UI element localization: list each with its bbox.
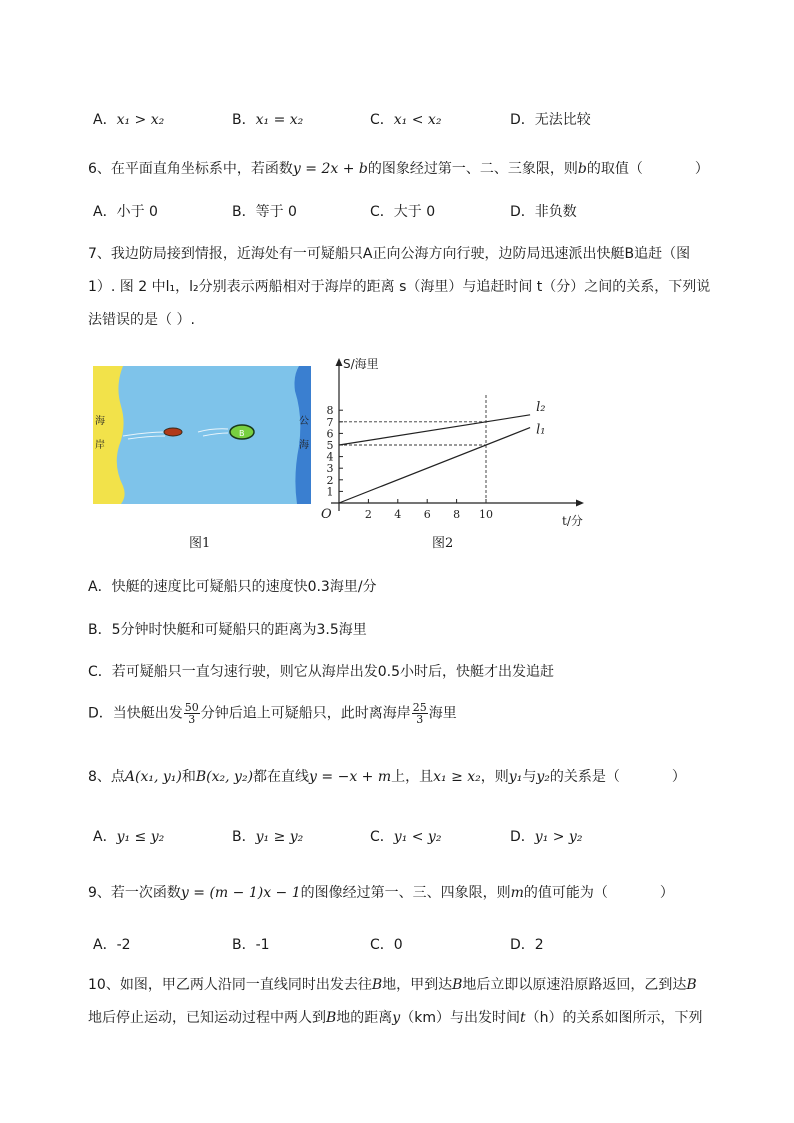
coast-label-1: 海	[95, 416, 105, 427]
q10-math: B	[686, 977, 697, 993]
option-math: y₁ ≤ y₂	[116, 829, 165, 845]
fraction-25-3	[412, 702, 428, 725]
q8-text: 都在直线	[253, 769, 310, 785]
figure-2-caption: 图2	[432, 536, 454, 551]
option-label: C．	[370, 112, 394, 128]
y-tick-label: 7	[326, 415, 334, 429]
q8-math: B(x₂, y₂)	[195, 769, 254, 785]
q9-text: ）	[659, 885, 674, 901]
y-tick-label: 1	[326, 485, 334, 499]
q6-text: 的图象经过第一、二、三象限，则	[367, 161, 578, 177]
q8-text: 8、点	[88, 769, 125, 785]
q7-option-c: C．若可疑船只一直匀速行驶，则它从海岸出发0.5小时后，快艇才出发追赶	[88, 664, 555, 680]
q8-math: x₁ ≥ x₂	[433, 769, 481, 785]
series-line-l1	[339, 428, 530, 503]
option-label: C．	[370, 829, 394, 845]
option-label: B．	[232, 112, 256, 128]
x-tick-label: 8	[453, 508, 461, 521]
x-axis-label: t/分	[562, 514, 583, 528]
series-line-l2	[339, 415, 530, 445]
q10-math: B	[326, 1010, 337, 1026]
x-tick-label: 4	[394, 508, 402, 521]
x-axis-arrow	[576, 500, 584, 507]
q7-line-1: 7、我边防局接到情报，近海处有一可疑船只A正向公海方向行驶，边防局迅速派出快艇B追赶（图	[88, 246, 691, 262]
q10-math: y	[392, 1010, 401, 1026]
option-math: y₁ > y₂	[534, 829, 583, 845]
q8-stem	[88, 766, 686, 786]
q10-text: 地后停止运动，已知运动过程中两人到	[88, 1010, 326, 1026]
y-tick-label: 5	[326, 439, 334, 452]
option-label: B．	[232, 829, 256, 845]
q9-text: 的值可能为（	[523, 885, 608, 901]
boat-a-mark: B	[239, 429, 245, 438]
q5-option-d	[510, 109, 591, 129]
q5-option-c	[370, 109, 441, 129]
q10-text: 地后立即以原速沿原路返回，乙到达	[462, 977, 687, 993]
q9-stem	[88, 882, 674, 902]
q10-text: （km）与出发时间	[400, 1010, 520, 1026]
option-math: x₁ < x₂	[393, 112, 442, 128]
q8-text: 与	[522, 769, 537, 785]
q5-option-a	[93, 109, 164, 129]
q7-d-text: 分钟后追上可疑船只，此时离海岸	[200, 705, 411, 722]
y-tick-label: 8	[326, 404, 334, 418]
boat-b-icon	[164, 428, 182, 436]
fraction-denominator: 3	[188, 713, 196, 726]
q10-line-2	[88, 1007, 702, 1027]
option-math: y₁ < y₂	[393, 829, 442, 845]
x-tick-label: 10	[479, 508, 493, 521]
q7-line-3: 法错误的是（ ）.	[88, 312, 195, 328]
q10-math: B	[452, 977, 463, 993]
q7-d-text: 海里	[428, 705, 457, 722]
option-label: D．	[510, 112, 535, 128]
q10-text: 地，甲到达	[382, 977, 453, 993]
q6-text: 6、在平面直角坐标系中，若函数	[88, 161, 293, 177]
fraction-numerator: 25	[412, 701, 427, 714]
option-math: x₁ = x₂	[255, 112, 304, 128]
fraction-denominator: 3	[416, 713, 424, 726]
q10-text: 地的距离	[336, 1010, 393, 1026]
figure-1-sea-map	[93, 366, 311, 504]
open-sea-label-1: 公	[299, 416, 309, 427]
q8-option-c	[370, 826, 441, 846]
q9-option-b: B．-1	[232, 937, 270, 953]
q6-math: y = 2x + b	[292, 161, 368, 177]
q9-option-a: A．-2	[93, 937, 131, 953]
y-axis-label: S/海里	[343, 357, 379, 371]
q9-option-d: D．2	[510, 937, 544, 953]
q7-option-b: B．5分钟时快艇和可疑船只的距离为3.5海里	[88, 622, 367, 638]
q9-text: 9、若一次函数	[88, 885, 181, 901]
origin-label: O	[321, 507, 332, 522]
q8-math: y = −x + m	[309, 769, 392, 785]
q8-option-d	[510, 826, 582, 846]
q9-option-c: C．0	[370, 937, 403, 953]
q8-text: ）	[671, 769, 686, 785]
y-tick-label: 4	[326, 450, 334, 464]
q8-text: 和	[181, 769, 196, 785]
option-label: A．	[93, 829, 117, 845]
y-axis-arrow	[336, 358, 343, 366]
q10-math: t	[519, 1010, 526, 1026]
series-label-l1: l₁	[536, 422, 546, 438]
coast-label-2: 岸	[95, 440, 105, 451]
sea-area	[93, 366, 311, 504]
q8-math: y₂	[536, 769, 550, 785]
option-label: D．	[510, 829, 535, 845]
fraction-50-3	[184, 702, 200, 725]
q7-option-a: A．快艇的速度比可疑船只的速度快0.3海里/分	[88, 579, 377, 595]
q8-text: 的关系是（	[549, 769, 620, 785]
q6-math: b	[577, 161, 587, 177]
x-tick-label: 2	[364, 508, 372, 521]
q6-stem	[88, 158, 709, 178]
open-sea-label-2: 海	[299, 440, 309, 451]
option-label: A．	[93, 112, 117, 128]
q10-text: 10、如图，甲乙两人沿同一直线同时出发去往	[88, 977, 372, 993]
q9-math: y = (m − 1)x − 1	[180, 885, 301, 901]
figure-2-chart	[312, 350, 602, 530]
series-label-l2: l₂	[536, 399, 546, 415]
q6-text: 的取值（	[586, 161, 643, 177]
option-text: 无法比较	[534, 112, 591, 128]
q8-math: y₁	[508, 769, 523, 785]
y-tick-label: 6	[326, 427, 334, 441]
q9-math: m	[510, 885, 524, 901]
q8-option-a	[93, 826, 164, 846]
q10-text: （h）的关系如图所示，下列	[525, 1010, 703, 1026]
q8-text: 上，且	[391, 769, 434, 785]
q6-option-a: A．小于 0	[93, 204, 158, 220]
figure-1-caption: 图1	[189, 536, 211, 551]
option-math: x₁ > x₂	[116, 112, 165, 128]
q6-option-b: B．等于 0	[232, 204, 297, 220]
q6-option-d: D．非负数	[510, 204, 577, 220]
y-tick-label: 2	[326, 473, 334, 487]
fraction-numerator: 50	[184, 701, 199, 714]
q8-text: ，则	[480, 769, 509, 785]
q7-option-d	[88, 702, 457, 725]
q6-text: ）	[694, 161, 709, 177]
q8-option-b	[232, 826, 303, 846]
q10-line-1	[88, 974, 697, 994]
x-tick-label: 6	[423, 508, 431, 521]
q6-option-c: C．大于 0	[370, 204, 436, 220]
q9-text: 的图像经过第一、三、四象限，则	[300, 885, 511, 901]
q10-math: B	[371, 977, 383, 993]
q7-line-2: 1）. 图 2 中l₁，l₂分别表示两船相对于海岸的距离 s（海里）与追赶时间 t（分）之间的关系，下列说	[88, 279, 711, 295]
q7-d-text: D．当快艇出发	[88, 705, 183, 722]
q5-option-b	[232, 109, 303, 129]
y-tick-label: 3	[326, 462, 334, 476]
option-math: y₁ ≥ y₂	[255, 829, 304, 845]
q8-math: A(x₁, y₁)	[124, 769, 182, 785]
